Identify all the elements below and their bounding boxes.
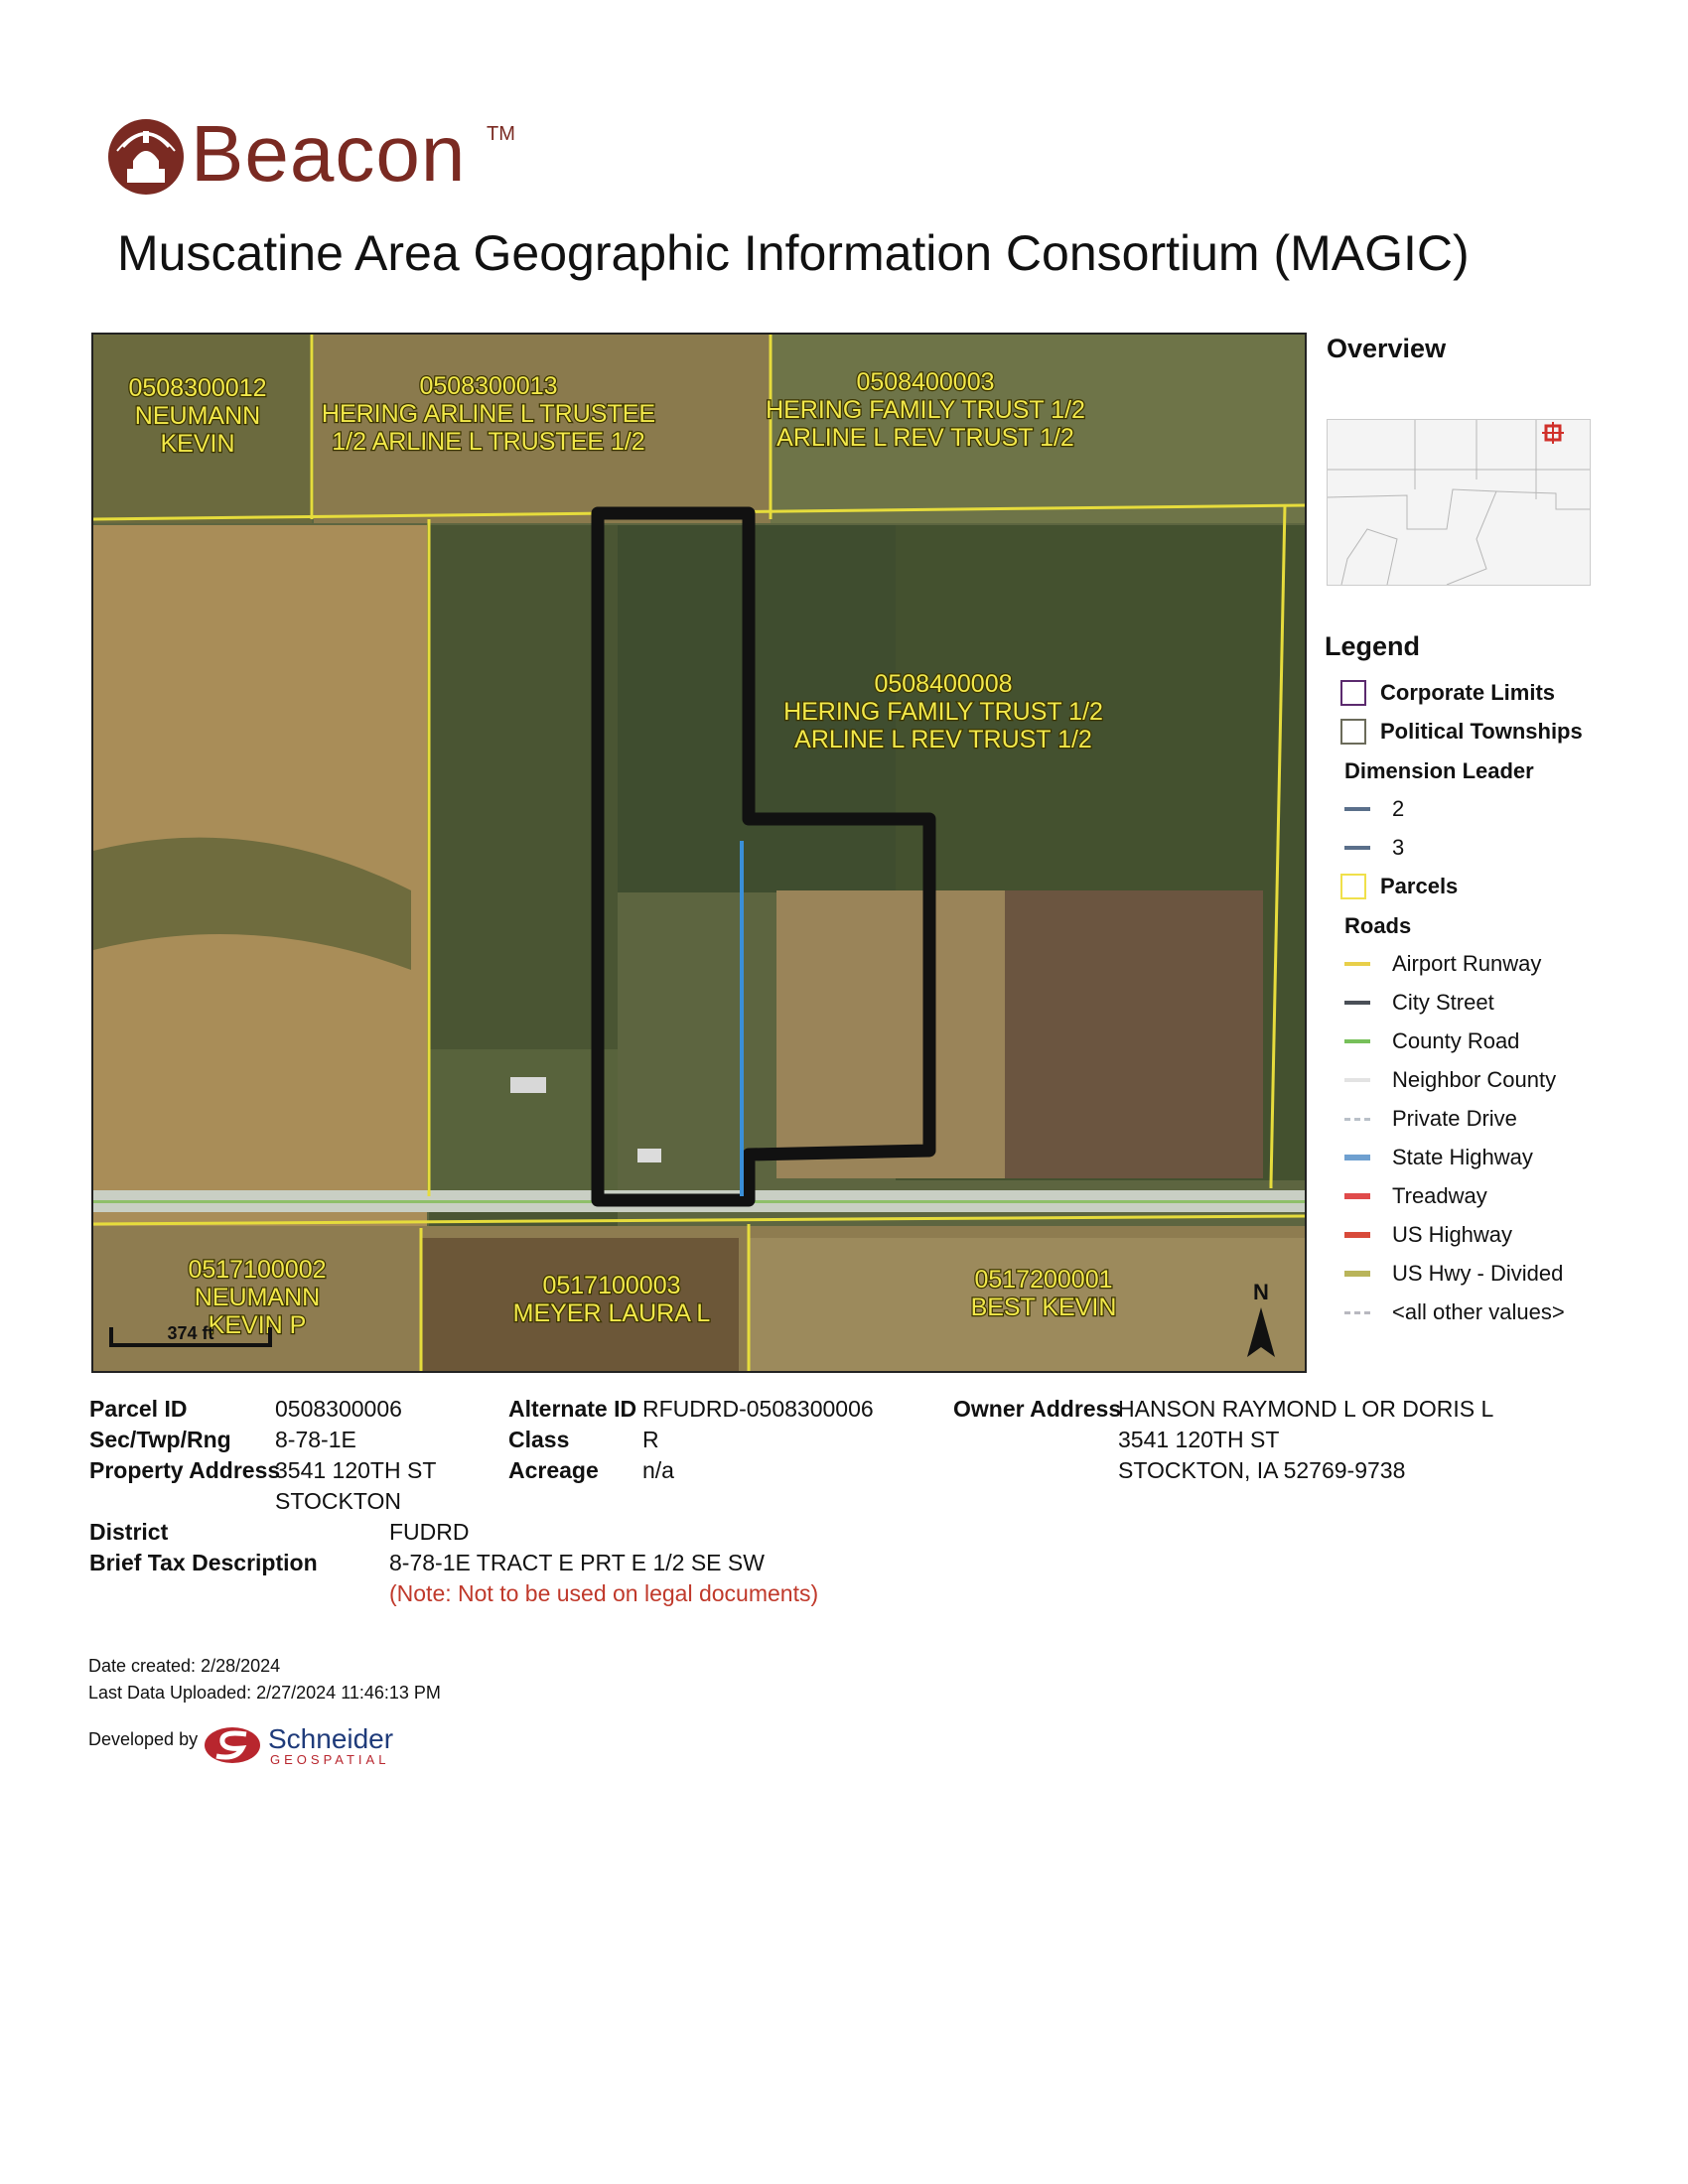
legend-item-parcels <box>1340 869 1458 904</box>
parcel-label-0517200001: 0517200001 BEST KEVIN <box>970 1266 1117 1321</box>
legend-label: Political Townships <box>1380 719 1583 744</box>
dev-name: Schneider <box>268 1723 394 1754</box>
parcel-label-0508300013: 0508300013 HERING ARLINE L TRUSTEE 1/2 ARLINE L TRUSTEE 1/2 <box>321 372 656 456</box>
scale-label: 374 ft <box>167 1323 214 1343</box>
farmstead <box>429 1049 618 1198</box>
alternate-id-value: RFUDRD-0508300006 <box>642 1396 874 1422</box>
legend-item-private-drive <box>1340 1101 1517 1137</box>
legal-note: (Note: Not to be used on legal documents) <box>389 1580 819 1606</box>
building <box>510 1077 546 1093</box>
legend-swatch <box>1344 1155 1370 1160</box>
map-canvas[interactable] <box>93 335 1305 1371</box>
north-label: N <box>1253 1280 1269 1304</box>
legend-label: State Highway <box>1392 1145 1533 1169</box>
legend-group-dimension-leader: Dimension Leader <box>1344 758 1534 783</box>
legend-swatch <box>1344 962 1370 966</box>
legend-item-dimension-3 <box>1340 830 1404 866</box>
legend-swatch <box>1344 1039 1370 1043</box>
date-created: Date created: 2/28/2024 <box>88 1656 281 1676</box>
overview-title: Overview <box>1327 334 1447 363</box>
overview-boundaries <box>1328 420 1590 585</box>
legend-label: Treadway <box>1392 1183 1487 1208</box>
legend-label: US Highway <box>1392 1222 1513 1247</box>
legend-label: Airport Runway <box>1392 951 1542 976</box>
schneider-geospatial-logo[interactable] <box>203 1722 431 1768</box>
owner-name: HANSON RAYMOND L OR DORIS L <box>1118 1396 1494 1422</box>
legend-item-treadway <box>1340 1178 1487 1214</box>
owner-street: 3541 120TH ST <box>1118 1427 1280 1452</box>
legend-label: Private Drive <box>1392 1106 1517 1131</box>
legend-swatch <box>1344 846 1370 850</box>
legend-item-county-road <box>1340 1024 1519 1059</box>
acreage-label: Acreage <box>508 1457 599 1483</box>
dev-subtitle: GEOSPATIAL <box>270 1752 390 1767</box>
legend-item-neighbor-county <box>1340 1062 1556 1098</box>
legend-label: <all other values> <box>1392 1299 1565 1324</box>
owner-city-state-zip: STOCKTON, IA 52769-9738 <box>1118 1457 1406 1483</box>
tax-description-label: Brief Tax Description <box>89 1550 318 1575</box>
legend-item-state-highway <box>1340 1140 1533 1175</box>
legend-label: City Street <box>1392 990 1494 1015</box>
legend-swatch <box>1344 1118 1370 1121</box>
aerial-map[interactable] <box>91 333 1307 1373</box>
alternate-id-label: Alternate ID <box>508 1396 637 1422</box>
legend-label: 3 <box>1392 835 1405 860</box>
legend-item-us-highway <box>1340 1217 1512 1253</box>
owner-address-label: Owner Address <box>953 1396 1122 1422</box>
acreage-value: n/a <box>642 1457 674 1483</box>
legend-swatch <box>1344 1311 1370 1314</box>
legend-label: Neighbor County <box>1392 1067 1557 1092</box>
district-label: District <box>89 1519 169 1545</box>
legend-item-corporate-limits <box>1340 675 1555 711</box>
sec-twp-rng-value: 8-78-1E <box>275 1427 356 1452</box>
legend-item-dimension-2 <box>1340 791 1404 827</box>
building <box>637 1149 661 1162</box>
legend-item-airport-runway <box>1340 946 1541 982</box>
field-tract-e <box>776 890 1005 1178</box>
parcel-label-0508400003: 0508400003 HERING FAMILY TRUST 1/2 ARLINE L REV TRUST 1/2 <box>766 368 1085 452</box>
overview-map[interactable] <box>1327 419 1591 586</box>
developed-by-label: Developed by <box>88 1729 199 1749</box>
class-value: R <box>642 1427 659 1452</box>
field-east <box>1005 890 1263 1178</box>
brand-name: Beacon <box>191 109 467 198</box>
legend-label: Parcels <box>1380 874 1459 898</box>
legend-item-all-other-values <box>1340 1295 1565 1330</box>
property-address-line2: STOCKTON <box>275 1488 401 1514</box>
legend-item-political-townships <box>1340 714 1583 750</box>
parcel-label-0517100002: 0517100002 NEUMANN KEVIN P <box>188 1256 327 1339</box>
page-title: Muscatine Area Geographic Information Consortium (MAGIC) <box>117 225 1470 281</box>
legend-swatch <box>1344 1193 1370 1199</box>
legend-label: US Hwy - Divided <box>1392 1261 1564 1286</box>
trademark-mark: TM <box>487 123 515 145</box>
legend-swatch <box>1340 874 1366 899</box>
last-data-uploaded: Last Data Uploaded: 2/27/2024 11:46:13 PM <box>88 1683 441 1703</box>
parcel-label-0517100003: 0517100003 MEYER LAURA L <box>512 1272 711 1327</box>
legend-swatch <box>1344 1271 1370 1277</box>
legend-swatch <box>1344 1078 1370 1082</box>
property-address-label: Property Address <box>89 1457 281 1483</box>
legend-item-us-hwy-divided <box>1340 1256 1563 1292</box>
legend-label: County Road <box>1392 1028 1520 1053</box>
sec-twp-rng-label: Sec/Twp/Rng <box>89 1427 231 1452</box>
property-address-line1: 3541 120TH ST <box>275 1457 437 1483</box>
parcel-label-0508400008: 0508400008 HERING FAMILY TRUST 1/2 ARLINE L REV TRUST 1/2 <box>783 670 1103 753</box>
overview-location-marker-icon <box>1542 422 1564 444</box>
legend-label: 2 <box>1392 796 1405 821</box>
parcel-label-0508300012: 0508300012 NEUMANN KEVIN <box>128 374 267 458</box>
legend-swatch <box>1344 1001 1370 1005</box>
parcel-id-value: 0508300006 <box>275 1396 402 1422</box>
parcel-id-label: Parcel ID <box>89 1396 188 1422</box>
legend-swatch <box>1344 1232 1370 1238</box>
capitol-dome-icon <box>108 119 184 195</box>
district-value: FUDRD <box>389 1519 470 1545</box>
legend-swatch <box>1340 719 1366 745</box>
legend-label: Corporate Limits <box>1380 680 1556 705</box>
legend-swatch <box>1344 807 1370 811</box>
class-label: Class <box>508 1427 570 1452</box>
tax-description-value: 8-78-1E TRACT E PRT E 1/2 SE SW <box>389 1550 765 1575</box>
legend-item-city-street <box>1340 985 1494 1021</box>
schneider-s-icon <box>205 1727 260 1763</box>
legend-group-roads: Roads <box>1344 913 1412 938</box>
legend-swatch <box>1340 680 1366 706</box>
legend-title: Legend <box>1325 631 1421 661</box>
